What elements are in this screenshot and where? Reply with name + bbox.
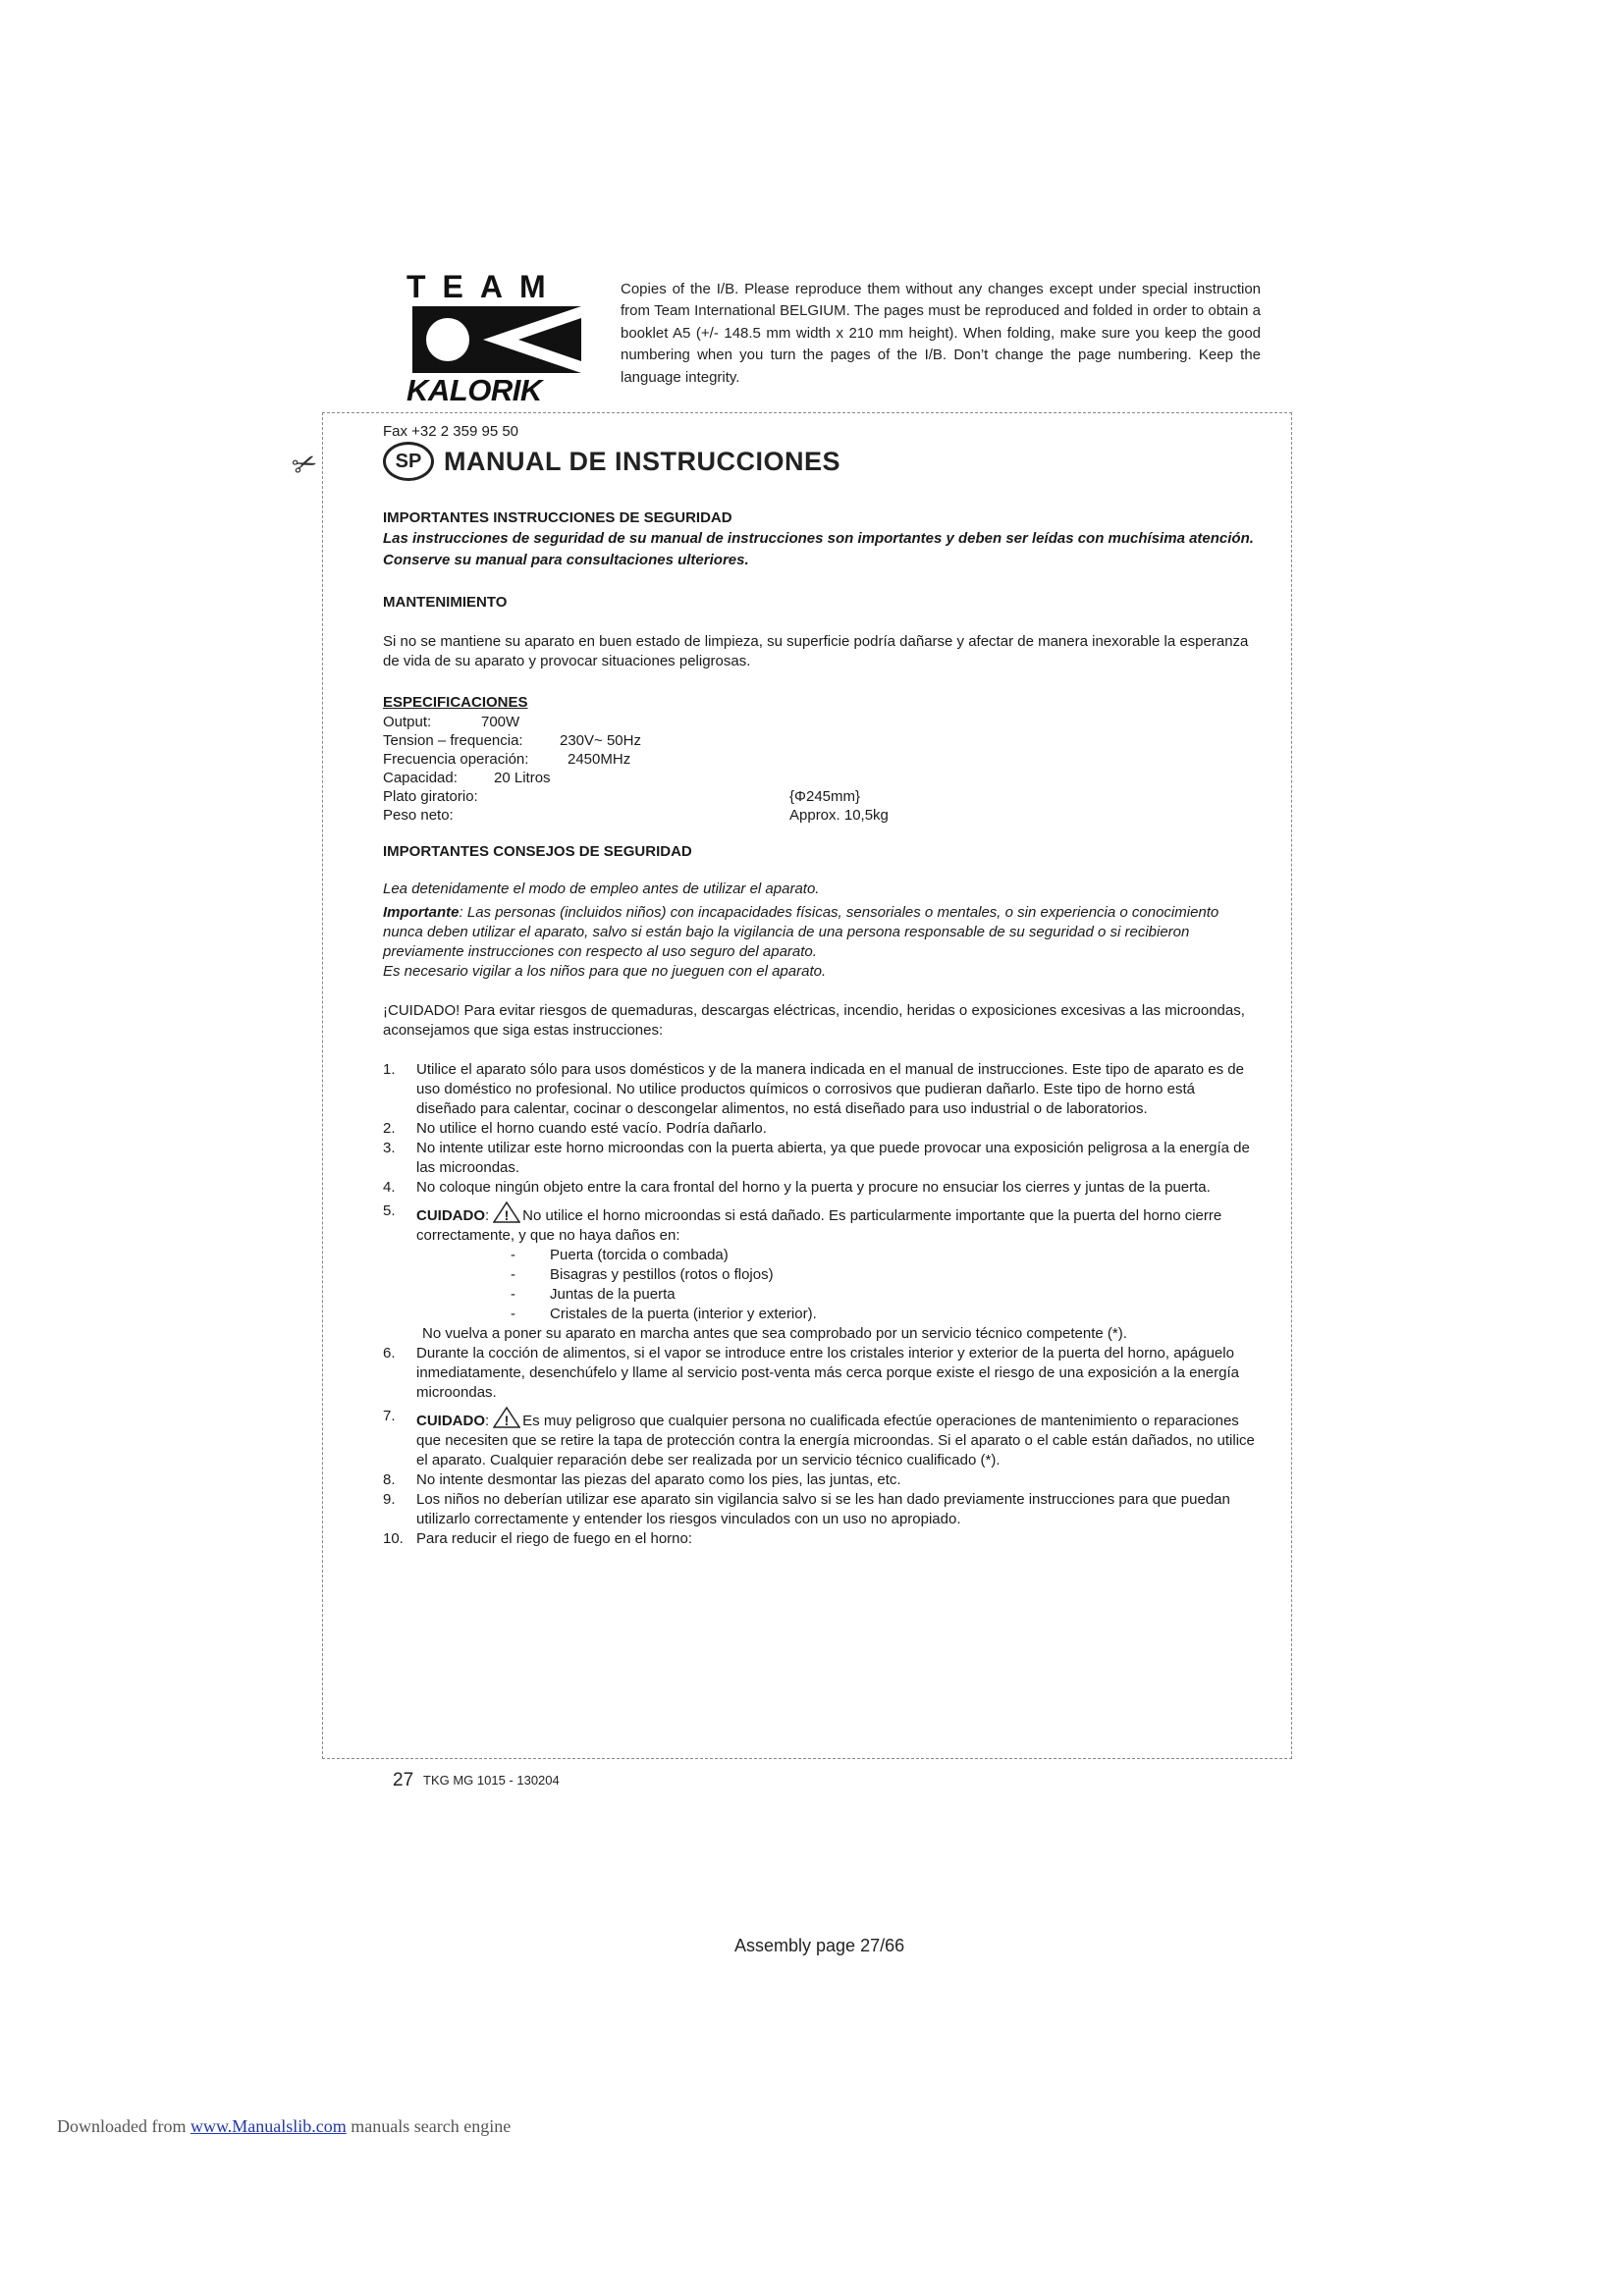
safety-heading: IMPORTANTES INSTRUCCIONES DE SEGURIDAD: [383, 509, 732, 526]
item-number: 4.: [383, 1179, 396, 1196]
download-suffix: manuals search engine: [346, 2116, 512, 2136]
caution-text: No utilice el horno microondas si está dañado. Es particularmente importante que la puerta del horno cierre correctamente, y que no haya daños en:: [416, 1207, 1222, 1244]
item-number: 8.: [383, 1471, 396, 1488]
important-note: [383, 903, 1257, 962]
caution-label: CUIDADO: [416, 1207, 485, 1224]
item-text: Los niños no deberían utilizar ese aparato sin vigilancia salvo si se les han dado previamente instrucciones para que puedan utilizarlo correctamente y entender los riesgos vinculados con un uso no apropiado.: [416, 1491, 1230, 1527]
manualslib-link[interactable]: www.Manualslib.com: [189, 2116, 347, 2136]
item-number: 1.: [383, 1061, 396, 1078]
download-prefix: Downloaded from: [57, 2116, 190, 2136]
logo-team-text: TEAM: [406, 269, 563, 304]
document-code: TKG MG 1015 - 130204: [423, 1773, 560, 1788]
damage-text: Puerta (torcida o combada): [550, 1247, 729, 1263]
damage-item: - Puerta (torcida o combada): [511, 1247, 729, 1263]
list-item: [383, 1529, 1257, 1549]
manual-page-content: [383, 422, 1257, 1549]
damage-list: [511, 1246, 1257, 1324]
list-item: [383, 1201, 1257, 1246]
specs-table: [383, 713, 1257, 825]
reproduction-note: Copies of the I/B. Please reproduce them without any changes except under special instruction from Team International BELGIUM. The pages must be reproduced and folded in order to obtain a booklet A5 (+/- 148.5 mm width x 210 mm height). When folding, make sure you keep the good numbering when you turn the pages of the I/B. Don’t change the page numbering. Keep the language integrity.: [621, 281, 1261, 386]
list-item: [383, 1407, 1257, 1470]
item-text: CUIDADO: ! Es muy peligroso que cualquier persona no cualificada efectúe operaciones de mantenimiento o reparaciones que necesiten que se retire la tapa de protección contra la energía microondas. Si el aparato o el cable están dañados, no utilice el aparato. Cualquier reparación debe ser realizada por un servicio técnico cualificado (*).: [416, 1407, 1257, 1470]
important-text: : Las personas (incluidos niños) con incapacidades físicas, sensoriales o mentales, o sin experiencia o conocimiento nunca deben utilizar el aparato, salvo si están bajo la vigilancia de una persona responsable de su seguridad o si recibieron previamente instrucciones con respecto al uso seguro del aparato.: [383, 904, 1219, 960]
spec-value: {Φ245mm}: [789, 788, 861, 805]
item-number: 5.: [383, 1202, 396, 1219]
item-text: No utilice el horno cuando esté vacío. Podría dañarlo.: [416, 1120, 767, 1137]
download-credit: [57, 2116, 511, 2137]
list-item: [383, 1490, 1257, 1529]
spec-label: Frecuencia operación:: [383, 751, 529, 768]
damage-text: Bisagras y pestillos (rotos o flojos): [550, 1266, 774, 1283]
spec-row: [383, 806, 1257, 825]
spec-value: 2450MHz: [568, 751, 631, 768]
spec-row: [383, 713, 1257, 731]
logo-kalorik-text: KALORIK: [406, 373, 542, 407]
spec-label: Capacidad:: [383, 770, 458, 786]
fax-number: Fax +32 2 359 95 50: [383, 423, 519, 440]
damage-item: - Bisagras y pestillos (rotos o flojos): [511, 1266, 774, 1283]
item-text: Utilice el aparato sólo para usos domésticos y de la manera indicada en el manual de instrucciones. Este tipo de aparato es de uso doméstico no profesional. No utilice productos químicos o corrosivos que pudieran dañarlo. Este tipo de horno está diseñado para calentar, cocinar o descongelar alimentos, no está diseñado para uso industrial o de laboratorios.: [416, 1061, 1244, 1117]
spec-row: [383, 787, 1257, 806]
safety-text: Las instrucciones de seguridad de su manual de instrucciones son importantes y deben ser leídas con muchísima atención. Conserve su manual para consultaciones ulteriores.: [383, 530, 1254, 568]
item-number: 9.: [383, 1491, 396, 1508]
spec-label: Peso neto:: [383, 807, 454, 824]
team-kalorik-logo: [406, 271, 587, 406]
spec-label: Tension – frequencia:: [383, 732, 523, 749]
item-number: 2.: [383, 1120, 396, 1137]
title-text: MANUAL DE INSTRUCCIONES: [444, 447, 841, 476]
no-restart-note: No vuelva a poner su aparato en marcha antes que sea comprobado por un servicio técnico competente (*).: [422, 1325, 1127, 1342]
item-number: 10.: [383, 1530, 404, 1547]
damage-text: Cristales de la puerta (interior y exterior).: [550, 1306, 817, 1322]
spec-label: Output:: [383, 714, 432, 730]
advice-heading: IMPORTANTES CONSEJOS DE SEGURIDAD: [383, 843, 692, 860]
list-item: [383, 1178, 1257, 1198]
specs-heading: ESPECIFICACIONES: [383, 694, 528, 711]
list-item: [383, 1060, 1257, 1119]
item-number: 3.: [383, 1140, 396, 1156]
spec-row: [383, 731, 1257, 750]
item-number: 6.: [383, 1345, 396, 1362]
svg-text:!: !: [504, 1207, 510, 1223]
item-text: No intente utilizar este horno microondas con la puerta abierta, ya que puede provocar una exposición peligrosa a la energía de las microondas.: [416, 1140, 1250, 1176]
assembly-page-label: Assembly page 27/66: [734, 1936, 905, 1955]
item-text: CUIDADO: ! No utilice el horno microondas si está dañado. Es particularmente importante que la puerta del horno cierre correctamente, y que no haya daños en:: [416, 1201, 1257, 1246]
logo-k-mark: [412, 306, 581, 373]
list-item: [383, 1344, 1257, 1403]
children-note: Es necesario vigilar a los niños para que no jueguen con el aparato.: [383, 963, 827, 980]
maintenance-text: Si no se mantiene su aparato en buen estado de limpieza, su superficie podría dañarse y afectar de manera inexorable la esperanza de vida de su aparato y provocar situaciones peligrosas.: [383, 633, 1249, 669]
caution-intro: ¡CUIDADO! Para evitar riesgos de quemaduras, descargas eléctricas, incendio, heridas o exposiciones excesivas a las microondas, aconsejamos que siga estas instrucciones:: [383, 1002, 1245, 1039]
page-title: [383, 442, 1257, 481]
spec-value: Approx. 10,5kg: [789, 807, 889, 824]
list-item: [383, 1119, 1257, 1139]
warning-triangle-icon: [493, 1407, 520, 1428]
damage-text: Juntas de la puerta: [550, 1286, 676, 1303]
list-item: [383, 1470, 1257, 1490]
caution-label: CUIDADO: [416, 1413, 485, 1429]
scissors-icon: ✂: [288, 445, 323, 485]
language-badge: SP: [383, 442, 434, 481]
maintenance-heading: MANTENIMIENTO: [383, 594, 508, 611]
spec-value: 20 Litros: [494, 770, 551, 786]
spec-value: 230V~ 50Hz: [560, 732, 641, 749]
instructions-list: [383, 1060, 1257, 1549]
spec-row: [383, 769, 1257, 787]
item-text: No coloque ningún objeto entre la cara frontal del horno y la puerta y procure no ensuciar los cierres y juntas de la puerta.: [416, 1179, 1211, 1196]
item-text: Para reducir el riego de fuego en el horno:: [416, 1530, 693, 1547]
damage-item: - Juntas de la puerta: [511, 1286, 676, 1303]
important-label: Importante: [383, 904, 460, 921]
warning-triangle-icon: [493, 1201, 520, 1223]
spec-value: 700W: [481, 714, 520, 730]
caution-text: Es muy peligroso que cualquier persona no cualificada efectúe operaciones de mantenimiento o reparaciones que necesiten que se retire la tapa de protección contra la energía microondas. Si el aparato o el cable están dañados, no utilice el aparato. Cualquier reparación debe ser realizada por un servicio técnico cualificado (*).: [416, 1413, 1255, 1468]
item-number: 7.: [383, 1408, 396, 1424]
read-instructions: Lea detenidamente el modo de empleo antes de utilizar el aparato.: [383, 881, 820, 897]
svg-text:!: !: [504, 1413, 510, 1428]
page-number: 27: [393, 1770, 414, 1790]
damage-item: - Cristales de la puerta (interior y exterior).: [511, 1306, 817, 1322]
list-item: [383, 1139, 1257, 1178]
item-text: No intente desmontar las piezas del aparato como los pies, las juntas, etc.: [416, 1471, 901, 1488]
item-text: Durante la cocción de alimentos, si el vapor se introduce entre los cristales interior y exterior de la puerta del horno, apáguelo inmediatamente, desenchúfelo y llame al servicio post-venta más cerca porque existe el riesgo de una exposición a la energía microondas.: [416, 1345, 1239, 1401]
spec-label: Plato giratorio:: [383, 788, 478, 805]
spec-row: [383, 750, 1257, 769]
